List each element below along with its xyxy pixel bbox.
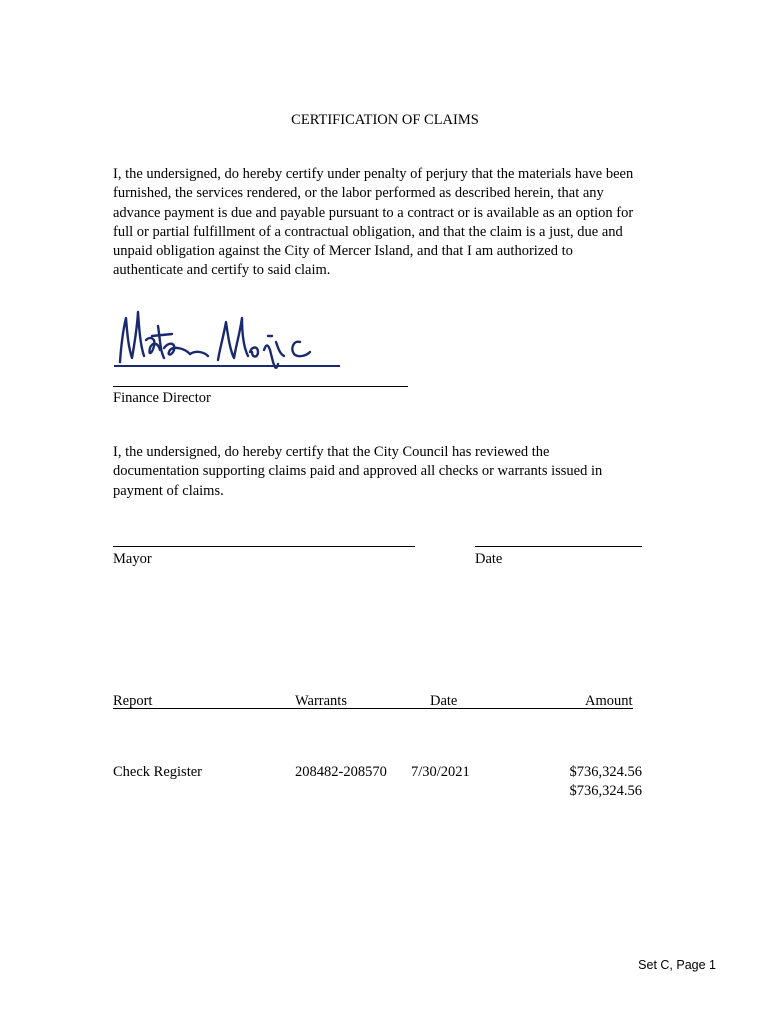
column-header-report: Report: [113, 693, 153, 709]
finance-director-signature-line: [113, 386, 408, 387]
column-header-warrants: Warrants: [295, 693, 347, 709]
row-warrants: 208482-208570: [295, 764, 387, 780]
council-paragraph: [113, 443, 602, 501]
document-title: CERTIFICATION OF CLAIMS: [291, 112, 479, 128]
date-label: Date: [475, 551, 503, 567]
signature-image: [114, 300, 344, 372]
table-header-underline: [113, 708, 633, 709]
finance-director-signature: [114, 300, 344, 372]
column-header-date: Date: [430, 693, 458, 709]
row-report: Check Register: [113, 764, 202, 780]
council-line: payment of claims.: [113, 482, 224, 499]
column-header-amount: Amount: [585, 693, 633, 709]
mayor-label: Mayor: [113, 551, 152, 567]
council-line: documentation supporting claims paid and approved all checks or warrants issued in: [113, 463, 603, 480]
mayor-signature-line: [113, 546, 415, 547]
certification-line: authenticate and certify to said claim.: [113, 262, 331, 279]
certification-line: full or partial fulfillment of a contractual obligation, and that the claim is a just, due and: [113, 223, 623, 240]
certification-line: I, the undersigned, do hereby certify under penalty of perjury that the materials have been: [113, 166, 634, 182]
certification-line: unpaid obligation against the City of Mercer Island, and that I am authorized to: [113, 243, 573, 260]
certification-paragraph: [113, 165, 633, 281]
page-footer: Set C, Page 1: [638, 958, 716, 972]
certification-line: furnished, the services rendered, or the labor performed as described herein, that any: [113, 185, 604, 202]
date-signature-line: [475, 546, 642, 547]
total-amount: $736,324.56: [569, 783, 642, 799]
row-date: 7/30/2021: [411, 764, 470, 780]
certification-line: advance payment is due and payable pursuant to a contract or is available as an option for: [113, 204, 634, 221]
finance-director-label: Finance Director: [113, 390, 211, 406]
council-line: I, the undersigned, do hereby certify that the City Council has reviewed the: [113, 444, 550, 460]
row-amount: $736,324.56: [569, 764, 642, 780]
